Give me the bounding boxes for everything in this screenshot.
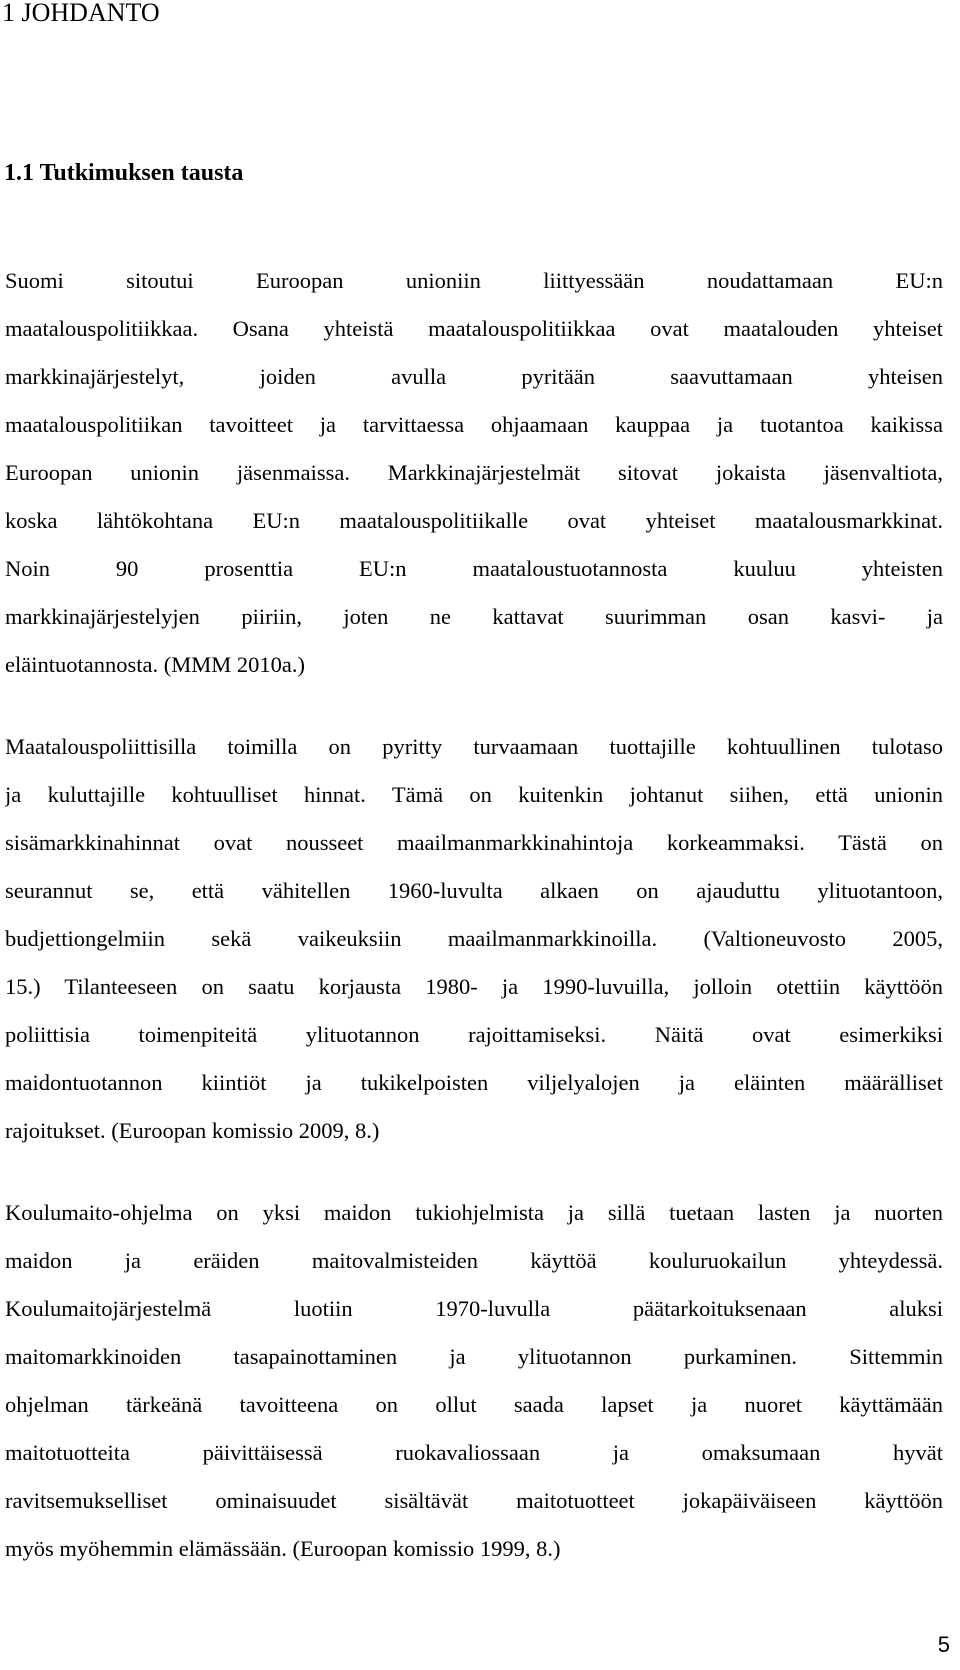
paragraph-line: maatalouspolitiikkaa. Osana yhteistä maatalouspolitiikkaa ovat maatalouden yhteiset [5, 316, 943, 341]
paragraph-line: seurannut se, että vähitellen 1960-luvulta alkaen on ajauduttu ylituotantoon, [5, 878, 943, 903]
page-number: 5 [937, 1632, 950, 1657]
paragraph-line: budjettiongelmiin sekä vaikeuksiin maailmanmarkkinoilla. (Valtioneuvosto 2005, [5, 926, 943, 951]
paragraph-line: Maatalouspoliittisilla toimilla on pyritty turvaamaan tuottajille kohtuullinen tulotaso [5, 734, 943, 759]
paragraph-line: maitomarkkinoiden tasapainottaminen ja ylituotannon purkaminen. Sittemmin [5, 1344, 943, 1369]
paragraph-line: ravitsemukselliset ominaisuudet sisältävät maitotuotteet jokapäiväiseen käyttöön [5, 1488, 943, 1513]
paragraph-line: ohjelman tärkeänä tavoitteena on ollut saada lapset ja nuoret käyttämään [5, 1392, 943, 1417]
paragraph-line: ja kuluttajille kohtuulliset hinnat. Tämä on kuitenkin johtanut siihen, että unionin [5, 782, 943, 807]
paragraph-line: Suomi sitoutui Euroopan unioniin liittyessään noudattamaan EU:n [5, 268, 943, 293]
section-title: 1.1 Tutkimuksen tausta [4, 160, 244, 186]
paragraph-line: maitotuotteita päivittäisessä ruokavaliossaan ja omaksumaan hyvät [5, 1440, 943, 1465]
paragraph-line: myös myöhemmin elämässään. (Euroopan komissio 1999, 8.) [5, 1536, 561, 1561]
paragraph-line: markkinajärjestelyjen piiriin, joten ne kattavat suurimman osan kasvi- ja [5, 604, 943, 629]
paragraph-3 [5, 1189, 943, 1573]
paragraph-line: koska lähtökohtana EU:n maatalouspolitiikalle ovat yhteiset maatalousmarkkinat. [5, 508, 943, 533]
paragraph-1 [5, 257, 943, 689]
paragraph-line: Koulumaitojärjestelmä luotiin 1970-luvulla päätarkoituksenaan aluksi [5, 1296, 943, 1321]
paragraph-line: maidon ja eräiden maitovalmisteiden käyttöä kouluruokailun yhteydessä. [5, 1248, 943, 1273]
paragraph-line: maidontuotannon kiintiöt ja tukikelpoisten viljelyalojen ja eläinten määrälliset [5, 1070, 943, 1095]
paragraph-line: Koulumaito-ohjelma on yksi maidon tukiohjelmista ja sillä tuetaan lasten ja nuorten [5, 1200, 943, 1225]
paragraph-line: eläintuotannosta. (MMM 2010a.) [5, 652, 305, 677]
paragraph-line: markkinajärjestelyt, joiden avulla pyritään saavuttamaan yhteisen [5, 364, 943, 389]
paragraph-line: sisämarkkinahinnat ovat nousseet maailmanmarkkinahintoja korkeammaksi. Tästä on [5, 830, 943, 855]
paragraph-2 [5, 723, 943, 1155]
paragraph-line: 15.) Tilanteeseen on saatu korjausta 1980- ja 1990-luvuilla, jolloin otettiin käyttöön [5, 974, 943, 999]
paragraph-line: maatalouspolitiikan tavoitteet ja tarvittaessa ohjaamaan kauppaa ja tuotantoa kaikissa [5, 412, 943, 437]
paragraph-line: rajoitukset. (Euroopan komissio 2009, 8.) [5, 1118, 380, 1143]
chapter-title: 1 JOHDANTO [2, 0, 160, 27]
paragraph-line: poliittisia toimenpiteitä ylituotannon rajoittamiseksi. Näitä ovat esimerkiksi [5, 1022, 943, 1047]
paragraph-line: Euroopan unionin jäsenmaissa. Markkinajärjestelmät sitovat jokaista jäsenvaltiota, [5, 460, 943, 485]
paragraph-line: Noin 90 prosenttia EU:n maataloustuotannosta kuuluu yhteisten [5, 556, 943, 581]
